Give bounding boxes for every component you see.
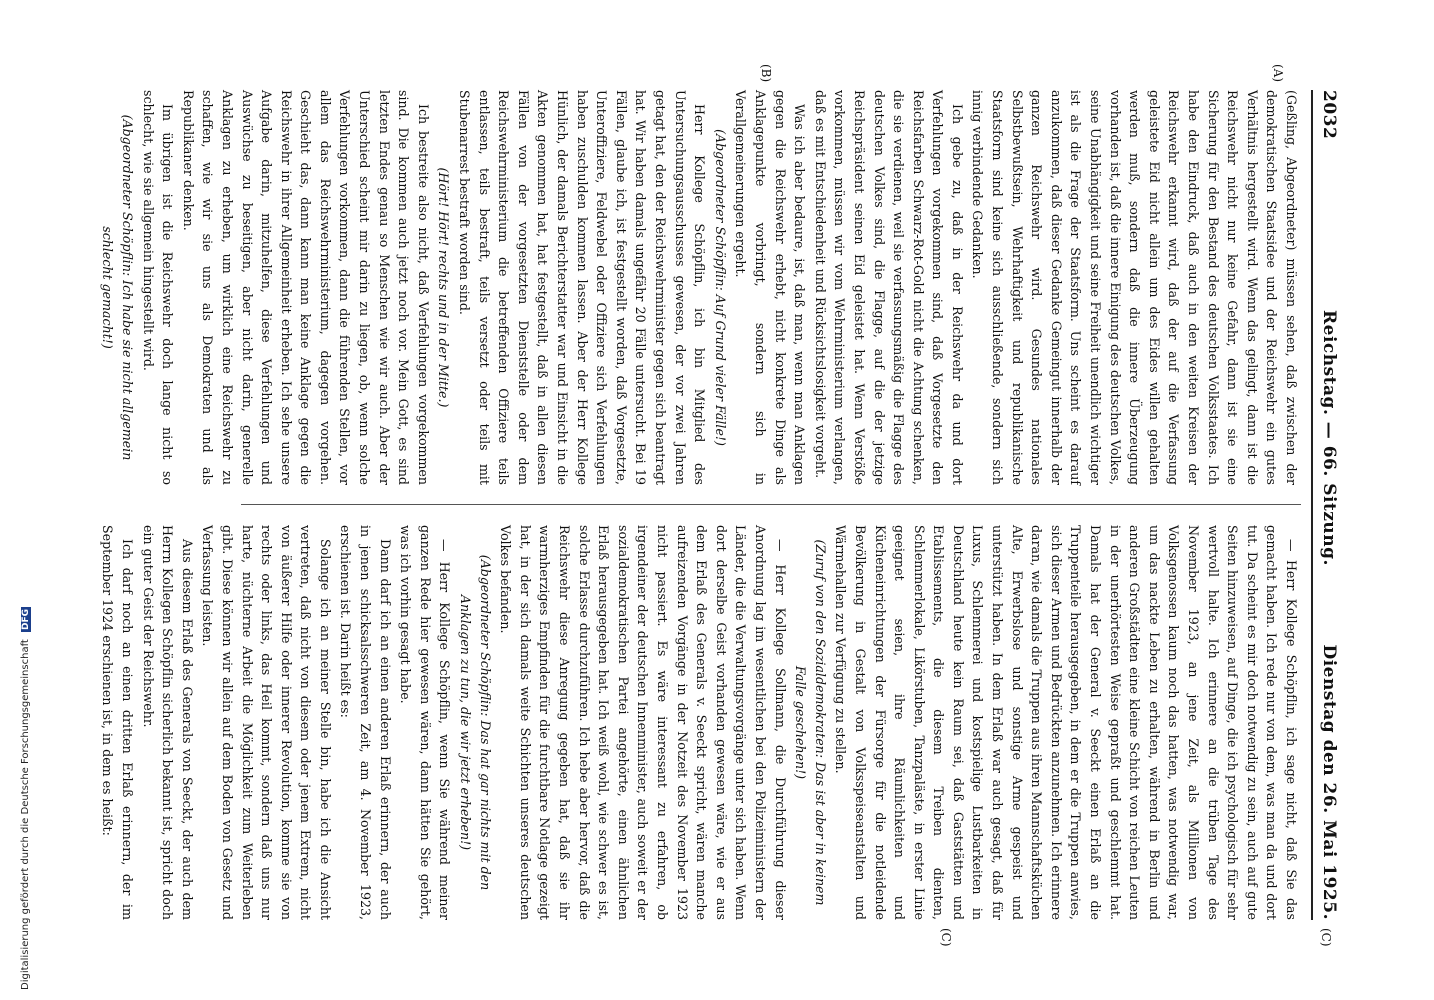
paragraph: — Herr Kollege Sollmann, die Durchführung dieser Anordnung lag im wesentlichen bei den Polizeiministern der Länder, die die Verwaltungsvorgänge unter sich haben. Wenn dort derselbe Geist vorhanden gewesen wäre, wie er aus dem Erlaß des Generals v. Seeckt spricht, wären manche aufreizenden Vorgänge in der Notzeit des November 1923 nicht passiert. Es wäre interessant zu erfahren, ob irgendeiner der deutschen Innenminister, auch soweit er der sozialdemokratischen Partei angehörte, einen ähnlichen Erlaß herausgegeben hat. Ich weiß wohl, wie schwer es ist, solche Erlasse durchzuführen. Ich hebe aber hervor, daß die Reichswehr diese Anregung gegeben hat, daß sie ihr warmherziges Empfinden für die furchtbare Notlage gezeigt hat, in der sich damals weite Schichten unseres deutschen Volkes befanden. — [498, 525, 788, 920]
margin-marker-a: (A) — [1271, 64, 1285, 83]
paragraph: (Geßling, Abgeordneter) müssen sehen, daß zwischen der demokratischen Staatsidee und der Reichswehr ein gutes Verhältnis hergestellt wird. Wenn das gelingt, dann ist die Reichswehr nicht nur keine Gefahr, dann ist sie eine Sicherung für den Bestand des deutschen Volksstaates. Ich habe den Eindruck, daß auch in den weiten Kreisen der Reichswehr erkannt wird, daß der auf die Verfassung geleistete Eid nicht allein um des Eides willen gehalten werden muß, sondern daß die innere Überzeugung vorhanden ist, daß die innere Einigung des deutschen Volkes, seine Unabhängigkeit und seine Freiheit unendlich wichtiger ist als die Frage der Staatsform. Uns scheint es darauf anzukommen, daß dieser Gedanke Gemeingut innerhalb der ganzen Reichswehr wird. Gesundes nationales Selbstbewußtsein, Wehrhaftigkeit und republikanische Staatsform sind keine sich ausschließende, sondern sich innig verbindende Gedanken. — [970, 90, 1299, 486]
paragraph: Ich darf noch an einen dritten Erlaß erinnern, der im September 1924 erschienen ist, in dem es heißt: — [100, 525, 135, 920]
paragraph: Dann darf ich an einen anderen Erlaß erinnern, der auch in jenen schicksalsschweren Zeit, am 4. November 1923, erschienen ist. Darin heißt es: — [338, 525, 393, 920]
header-rule — [1311, 90, 1313, 920]
credit-text: Digitalisierung gefördert durch die Deutsche Forschungsgemeinschaft — [20, 639, 31, 990]
rotated-document-page — [100, 64, 1343, 947]
interjection: (Abgeordneter Schöpflin: Auf Grund vieler Fälle!) — [712, 129, 728, 446]
paragraph: — Herr Kollege Schöpflin, ich sage nicht, daß Sie das gemacht haben. Ich rede nur von dem, was man da und dort tut. Da scheint es mir doch notwendig zu sein, auch auf gute Seiten hinzuweisen, auf Dinge, die ich psychologisch für sehr wertvoll halte. Ich erinnere an die trüben Tage des November 1923, an jene Zeit, als Millionen von Volksgenossen kaum noch das hatten, was notwendig war, um das nackte Leben zu erhalten, während in Berlin und anderen Großstädten eine kleine Schicht von reichen Leuten in der unerhörtesten Weise gepraßt und geschlemmt hat. Damals hat der General v. Seeckt einen Erlaß an die Truppenteile herausgegeben, in dem er die Truppen anwies, sich dieser Armen und Bedrückten anzunehmen. Ich erinnere daran, wie damals die Truppen aus ihren Mannschaftsküchen Alte, Erwerbslose und sonstige Arme gespeist und unterstützt haben. In dem Erlaß war auch gesagt, daß für Luxus, Schlemmerei und kostspielige Lustbarkeiten in Deutschland heute kein Raum sei, daß Gaststätten und Etablissements, die diesem Treiben dienten, Schlemmerlokale, Likörstuben, Tanzpaläste, in erster Linie geeignet seien, ihre Räumlichkeiten und Kücheneinrichtungen der Fürsorge für die notleidende Bevölkerung in Gestalt von Volksspeiseanstalten und Wärmehallen zur Verfügung zu stellen. — [833, 525, 1299, 920]
interjection: (Hört! Hört! rechts und in der Mitte.) — [436, 167, 452, 408]
margin-marker-c: (C) — [939, 928, 953, 947]
paragraph: Was ich aber bedaure, ist, daß man, wenn man Anklagen gegen die Reichswehr erhebt, nicht konkrete Dinge als Anklagepunkte vorbringt, sondern sich in Verallgemeinerungen ergeht. — [733, 90, 808, 485]
digitization-credit — [20, 607, 31, 990]
paragraph: Im übrigen ist die Reichswehr doch lange nicht so schlecht, wie sie allgemein hingestellt wird. — [140, 90, 176, 485]
column-divider — [241, 504, 1301, 505]
quoted-decree: Solange ich an meiner Stelle bin, habe ich die Ansicht vertreten, daß nicht von diesem oder jenem Extrem, nicht von äußerer Hilfe oder innerer Revolution, komme sie von rechts oder links, das Heil kommt, sondern daß uns nur harte, nüchterne Arbeit die Möglichkeit zum Weiterleben gibt. Diese können wir allein auf dem Boden von Gesetz und Verfassung leisten. — [200, 525, 333, 920]
margin-marker-c-top: (C) — [1319, 928, 1333, 947]
session-date: Dienstag den 26. Mai 1925. — [1319, 644, 1339, 920]
paragraph: Herr Kollege Schöpflin, ich bin Mitglied des Untersuchungsausschusses gewesen, der vor zwei Jahren getagt hat, den der Reichswehrminister gegen sich beantragt hat. Wir haben damals ungefähr 20 Fälle untersucht. Bei 19 Fällen, glaube ich, ist festgestellt worden, daß Vorgesetzte, Unteroffiziere, Feldwebel oder Offiziere sich Verfehlungen haben zuschulden kommen lassen. Aber der Herr Kollege Hünlich, der damals Berichterstatter war und Einsicht in die Akten genommen hat, hat festgestellt, daß in allen diesen Fällen von der vorgesetzten Dienststelle oder dem Reichswehrministerium die betreffenden Offiziere teils entlassen, teils bestraft, teils versetzt oder teils mit Stubenarrest bestraft worden sind. — [457, 90, 708, 485]
dfg-logo: DFG — [21, 608, 31, 630]
paragraph: Ich bestreite also nicht, daß Verfehlungen vorgekommen sind. Die kommen auch jetzt noch vor. Mein Gott, es sind letzten Endes genau so Menschen wie wir auch. Aber der Unterschied scheint mir darin zu liegen, ob, wenn solche Verfehlungen vorkommen, dann die führenden Stellen, vor allem das Reichswehrministerium, dagegen vorgehen. Geschieht das, dann kann man keine Anklage gegen die Reichswehr in ihrer Allgemeinheit erheben. Ich sehe unsere Aufgabe darin, mitzuhelfen, diese Verfehlungen und Auswüchse zu beseitigen, aber nicht darin, generelle Anklagen zu erheben, um wirklich eine Reichswehr zu schaffen, wie wir sie uns als Demokraten und als Republikaner denken. — [180, 90, 431, 485]
interjection: (Zuruf von den Sozialdemokraten: Das ist aber in keinem Falle geschehen!) — [793, 539, 828, 906]
right-column — [100, 525, 1301, 920]
left-column — [100, 90, 1301, 486]
paragraph: Aus diesem Erlaß des Generals von Seeckt, der auch dem Herrn Kollegen Schöpflin sicherlich bekannt ist, spricht doch ein guter Geist der Reichswehr. — [140, 525, 195, 920]
paragraph: Ich gebe zu, daß in der Reichswehr da und dort Verfehlungen vorgekommen sind, daß Vorgesetzte den Reichsfarben Schwarz-Rot-Gold nicht die Achtung schenken, die sie verdienen, weil sie verfassungsmäßig die Flagge des deutschen Volkes sind, die Flagge, auf die der jetzige Reichspräsident seinen Eid geleistet hat. Wenn Verstöße vorkommen, müssen wir vom Wehrministerium verlangen, daß es mit Entschiedenheit und Rücksichtslosigkeit vorgeht. — [812, 90, 965, 485]
paragraph: — Herr Kollege Schöpflin, wenn Sie während meiner ganzen Rede hier gewesen wären, dann hätten Sie gehört, was ich vorhin gesagt habe. — [398, 525, 453, 920]
running-title: Reichstag. — 66. Sitzung. — [1319, 310, 1339, 566]
page-header — [1313, 90, 1343, 920]
interjection: (Abgeordneter Schöpflin: Das hat gar nichts mit den Anklagen zu tun, die wir jetzt erheben!) — [458, 554, 493, 891]
interjection: (Abgeordneter Schöpflin: Ich habe sie nicht allgemein schlecht gemacht!) — [100, 114, 135, 461]
margin-marker-b: (B) — [759, 64, 773, 83]
page-number: 2032 — [1319, 90, 1339, 140]
